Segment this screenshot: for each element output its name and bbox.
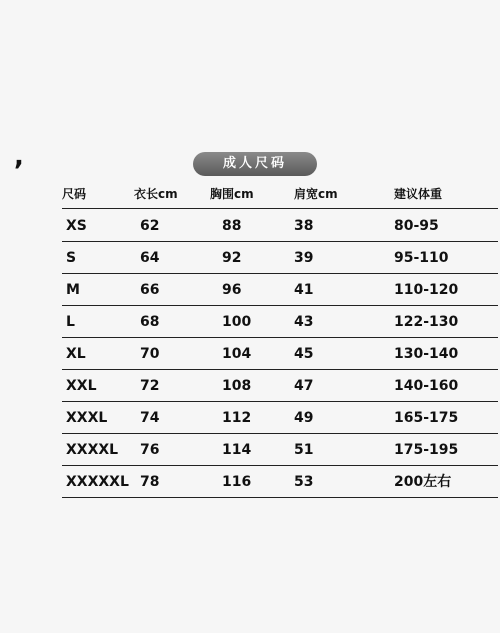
length-cell: 62 bbox=[140, 218, 160, 234]
chest-cell: 92 bbox=[222, 250, 242, 266]
table-row bbox=[62, 435, 498, 466]
weight-cell: 95-110 bbox=[394, 250, 449, 266]
header-shoulder: 肩宽cm bbox=[294, 187, 338, 201]
table-header bbox=[62, 180, 498, 209]
chest-cell: 96 bbox=[222, 282, 242, 298]
size-cell: XL bbox=[66, 346, 86, 362]
length-cell: 68 bbox=[140, 314, 160, 330]
size-cell: XXL bbox=[66, 378, 97, 394]
weight-cell: 130-140 bbox=[394, 346, 459, 362]
size-cell: L bbox=[66, 314, 75, 330]
length-cell: 74 bbox=[140, 410, 160, 426]
size-cell: XXXL bbox=[66, 410, 108, 426]
chest-cell: 116 bbox=[222, 474, 252, 490]
chest-cell: 100 bbox=[222, 314, 252, 330]
weight-cell: 175-195 bbox=[394, 442, 459, 458]
shoulder-cell: 53 bbox=[294, 474, 314, 490]
size-cell: M bbox=[66, 282, 80, 298]
header-length: 衣长cm bbox=[134, 187, 178, 201]
table-row bbox=[62, 339, 498, 370]
length-cell: 66 bbox=[140, 282, 160, 298]
shoulder-cell: 38 bbox=[294, 218, 314, 234]
chest-cell: 88 bbox=[222, 218, 242, 234]
weight-cell: 165-175 bbox=[394, 410, 459, 426]
weight-cell: 80-95 bbox=[394, 218, 439, 234]
weight-cell: 200左右 bbox=[394, 474, 452, 490]
length-cell: 64 bbox=[140, 250, 160, 266]
length-cell: 76 bbox=[140, 442, 160, 458]
weight-cell: 140-160 bbox=[394, 378, 459, 394]
shoulder-cell: 45 bbox=[294, 346, 314, 362]
size-cell: XXXXXL bbox=[66, 474, 129, 490]
length-cell: 72 bbox=[140, 378, 160, 394]
shoulder-cell: 49 bbox=[294, 410, 314, 426]
table-row bbox=[62, 307, 498, 338]
shoulder-cell: 39 bbox=[294, 250, 314, 266]
size-cell: XXXXL bbox=[66, 442, 119, 458]
table-row bbox=[62, 211, 498, 242]
chest-cell: 104 bbox=[222, 346, 252, 362]
table-row bbox=[62, 403, 498, 434]
header-weight: 建议体重 bbox=[394, 187, 443, 201]
table-row bbox=[62, 243, 498, 274]
size-cell: XS bbox=[66, 218, 87, 234]
weight-cell: 122-130 bbox=[394, 314, 459, 330]
chest-cell: 108 bbox=[222, 378, 252, 394]
length-cell: 70 bbox=[140, 346, 160, 362]
shoulder-cell: 47 bbox=[294, 378, 314, 394]
table-row bbox=[62, 467, 498, 498]
table-row bbox=[62, 275, 498, 306]
header-chest: 胸围cm bbox=[210, 187, 254, 201]
size-cell: S bbox=[66, 250, 77, 266]
comma-mark: , bbox=[14, 142, 24, 172]
shoulder-cell: 51 bbox=[294, 442, 314, 458]
table-row bbox=[62, 371, 498, 402]
shoulder-cell: 41 bbox=[294, 282, 314, 298]
size-table-title: 成人尺码 bbox=[193, 152, 317, 176]
weight-cell: 110-120 bbox=[394, 282, 459, 298]
header-size: 尺码 bbox=[62, 187, 87, 201]
shoulder-cell: 43 bbox=[294, 314, 314, 330]
chest-cell: 112 bbox=[222, 410, 252, 426]
chest-cell: 114 bbox=[222, 442, 252, 458]
length-cell: 78 bbox=[140, 474, 160, 490]
